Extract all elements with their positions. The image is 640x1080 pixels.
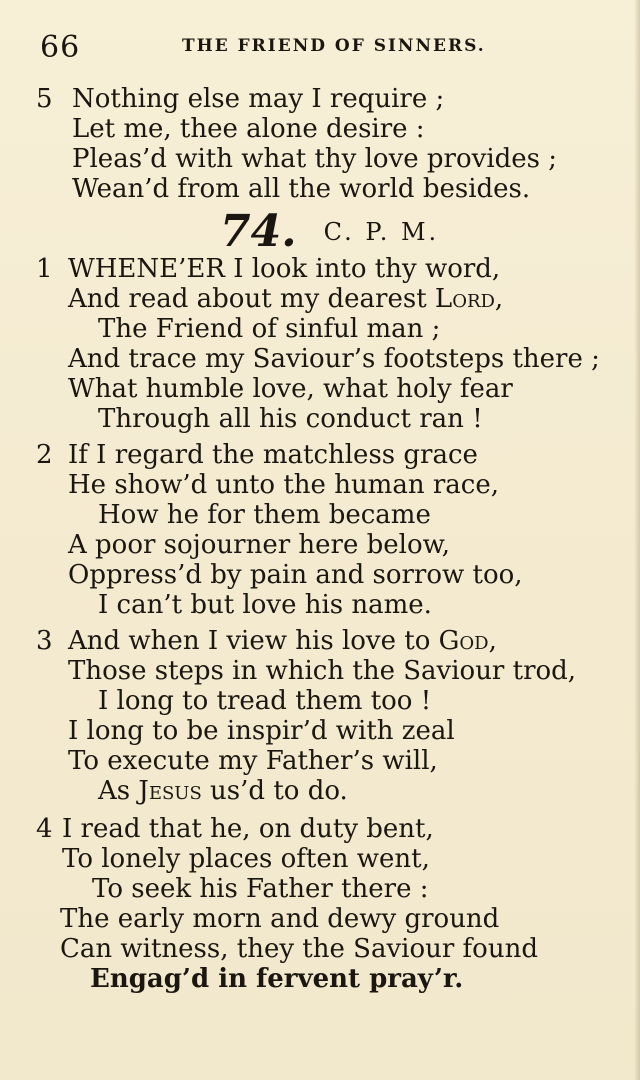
verse-line: He show’d unto the human race, (68, 470, 499, 500)
verse-line: Let me, thee alone desire : (72, 114, 425, 144)
hymn-number: 74. (220, 206, 297, 257)
verse-line: I long to tread them too ! (98, 686, 432, 716)
lord-small-caps: Lord, (434, 284, 504, 314)
verse-line: The Friend of sinful man ; (98, 314, 441, 344)
verse-line-text: us’d to do. (201, 776, 348, 806)
verse-line: A poor sojourner here below, (68, 530, 451, 560)
jesus-small-caps: Jesus (138, 776, 202, 806)
verse-line: Can witness, they the Saviour found (60, 934, 538, 964)
verse-line (68, 626, 497, 656)
verse-line: To seek his Father there : (92, 874, 429, 904)
page-edge-shadow (634, 0, 640, 1080)
page-number: 66 (40, 30, 81, 65)
verse-number: 3 (36, 626, 53, 656)
verse-line-text: And read about my dearest (68, 284, 435, 314)
verse-line (98, 776, 348, 806)
verse-number: 4 (36, 814, 53, 844)
verse-line-text: And when I view his love to (68, 626, 439, 656)
verse-line (68, 284, 503, 314)
verse-line: I read that he, on duty bent, (62, 814, 434, 844)
verse-number: 1 (36, 254, 53, 284)
verse-line-text: As (98, 776, 139, 806)
verse-line: Those steps in which the Saviour trod, (68, 656, 577, 686)
verse-line: Engag’d in fervent pray’r. (90, 964, 464, 994)
verse-line: I can’t but love his name. (98, 590, 432, 620)
verse-line: I long to be inspir’d with zeal (68, 716, 455, 746)
page-header (40, 30, 540, 70)
verse-line: To execute my Father’s will, (68, 746, 438, 776)
verse-line: The early morn and dewy ground (60, 904, 500, 934)
verse-number: 2 (36, 440, 53, 470)
running-head: THE FRIEND OF SINNERS. (182, 36, 486, 56)
verse-line: Through all his conduct ran ! (98, 404, 483, 434)
verse-number: 5 (36, 84, 53, 114)
verse-line: WHENE’ER I look into thy word, (68, 254, 501, 284)
verse-line: Oppress’d by pain and sorrow too, (68, 560, 523, 590)
verse-line: Wean’d from all the world besides. (72, 174, 531, 204)
verse-line: What humble love, what holy fear (68, 374, 513, 404)
verse-line: Pleas’d with what thy love provides ; (72, 144, 558, 174)
verse-line: And trace my Saviour’s footsteps there ; (68, 344, 600, 374)
god-small-caps: God, (438, 626, 497, 656)
verse-line: To lonely places often went, (62, 844, 430, 874)
verse-line: Nothing else may I require ; (72, 84, 445, 114)
hymn-heading (220, 206, 440, 257)
verse-line: How he for them became (98, 500, 431, 530)
hymn-meter: C. P. M. (323, 218, 440, 246)
verse-line: If I regard the matchless grace (68, 440, 478, 470)
